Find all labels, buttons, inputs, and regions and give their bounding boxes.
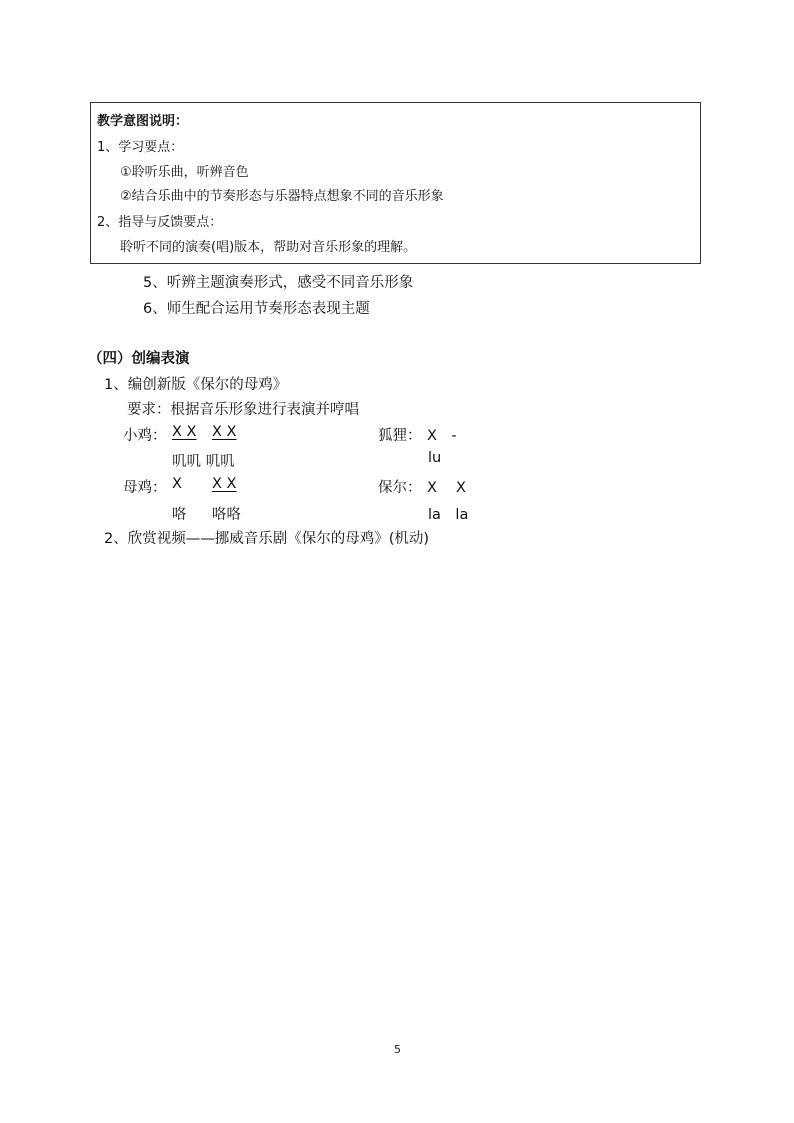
intent-title: 教学意图说明：: [97, 114, 189, 129]
chick-label: 小鸡：: [123, 428, 167, 444]
guidance-points-label: 2、指导与反馈要点：: [97, 215, 223, 230]
chick-lyric: 叽叽 叽叽: [172, 454, 235, 470]
hen-rhythm-2: X X: [212, 476, 237, 492]
section-4-item-1: 1、编创新版《保尔的母鸡》: [104, 377, 288, 393]
paul-label: 保尔：: [378, 480, 422, 496]
fox-label: 狐狸：: [378, 428, 422, 444]
learning-point-1: ①聆听乐曲，听辨音色: [120, 165, 249, 180]
hen-lyric-2: 咯咯: [212, 507, 241, 523]
section-4-item-2: 2、欣赏视频——挪威音乐剧《保尔的母鸡》(机动): [104, 531, 430, 547]
fox-lyric: lu: [428, 450, 442, 466]
learning-points-label: 1、学习要点：: [97, 140, 184, 155]
hen-lyric-1: 咯: [172, 507, 187, 523]
chick-rhythm-2: X X: [212, 424, 237, 440]
paul-rhythm: X X: [427, 480, 466, 496]
paul-lyric: la la: [428, 507, 469, 523]
hen-label: 母鸡：: [123, 480, 167, 496]
step-5: 5、听辨主题演奏形式，感受不同音乐形象: [143, 275, 414, 291]
hen-rhythm-1: X: [172, 476, 182, 492]
chick-rhythm-1: X X: [172, 424, 197, 440]
requirement-text: 要求：根据音乐形象进行表演并哼唱: [127, 402, 359, 418]
section-4-heading: （四）创编表演: [88, 351, 190, 367]
learning-point-2: ②结合乐曲中的节奏形态与乐器特点想象不同的音乐形象: [120, 189, 444, 204]
page-number: 5: [394, 1043, 401, 1056]
fox-rhythm: X -: [427, 428, 457, 444]
step-6: 6、师生配合运用节奏形态表现主题: [143, 301, 370, 317]
guidance-point-1: 聆听不同的演奏(唱)版本，帮助对音乐形象的理解。: [120, 240, 417, 255]
